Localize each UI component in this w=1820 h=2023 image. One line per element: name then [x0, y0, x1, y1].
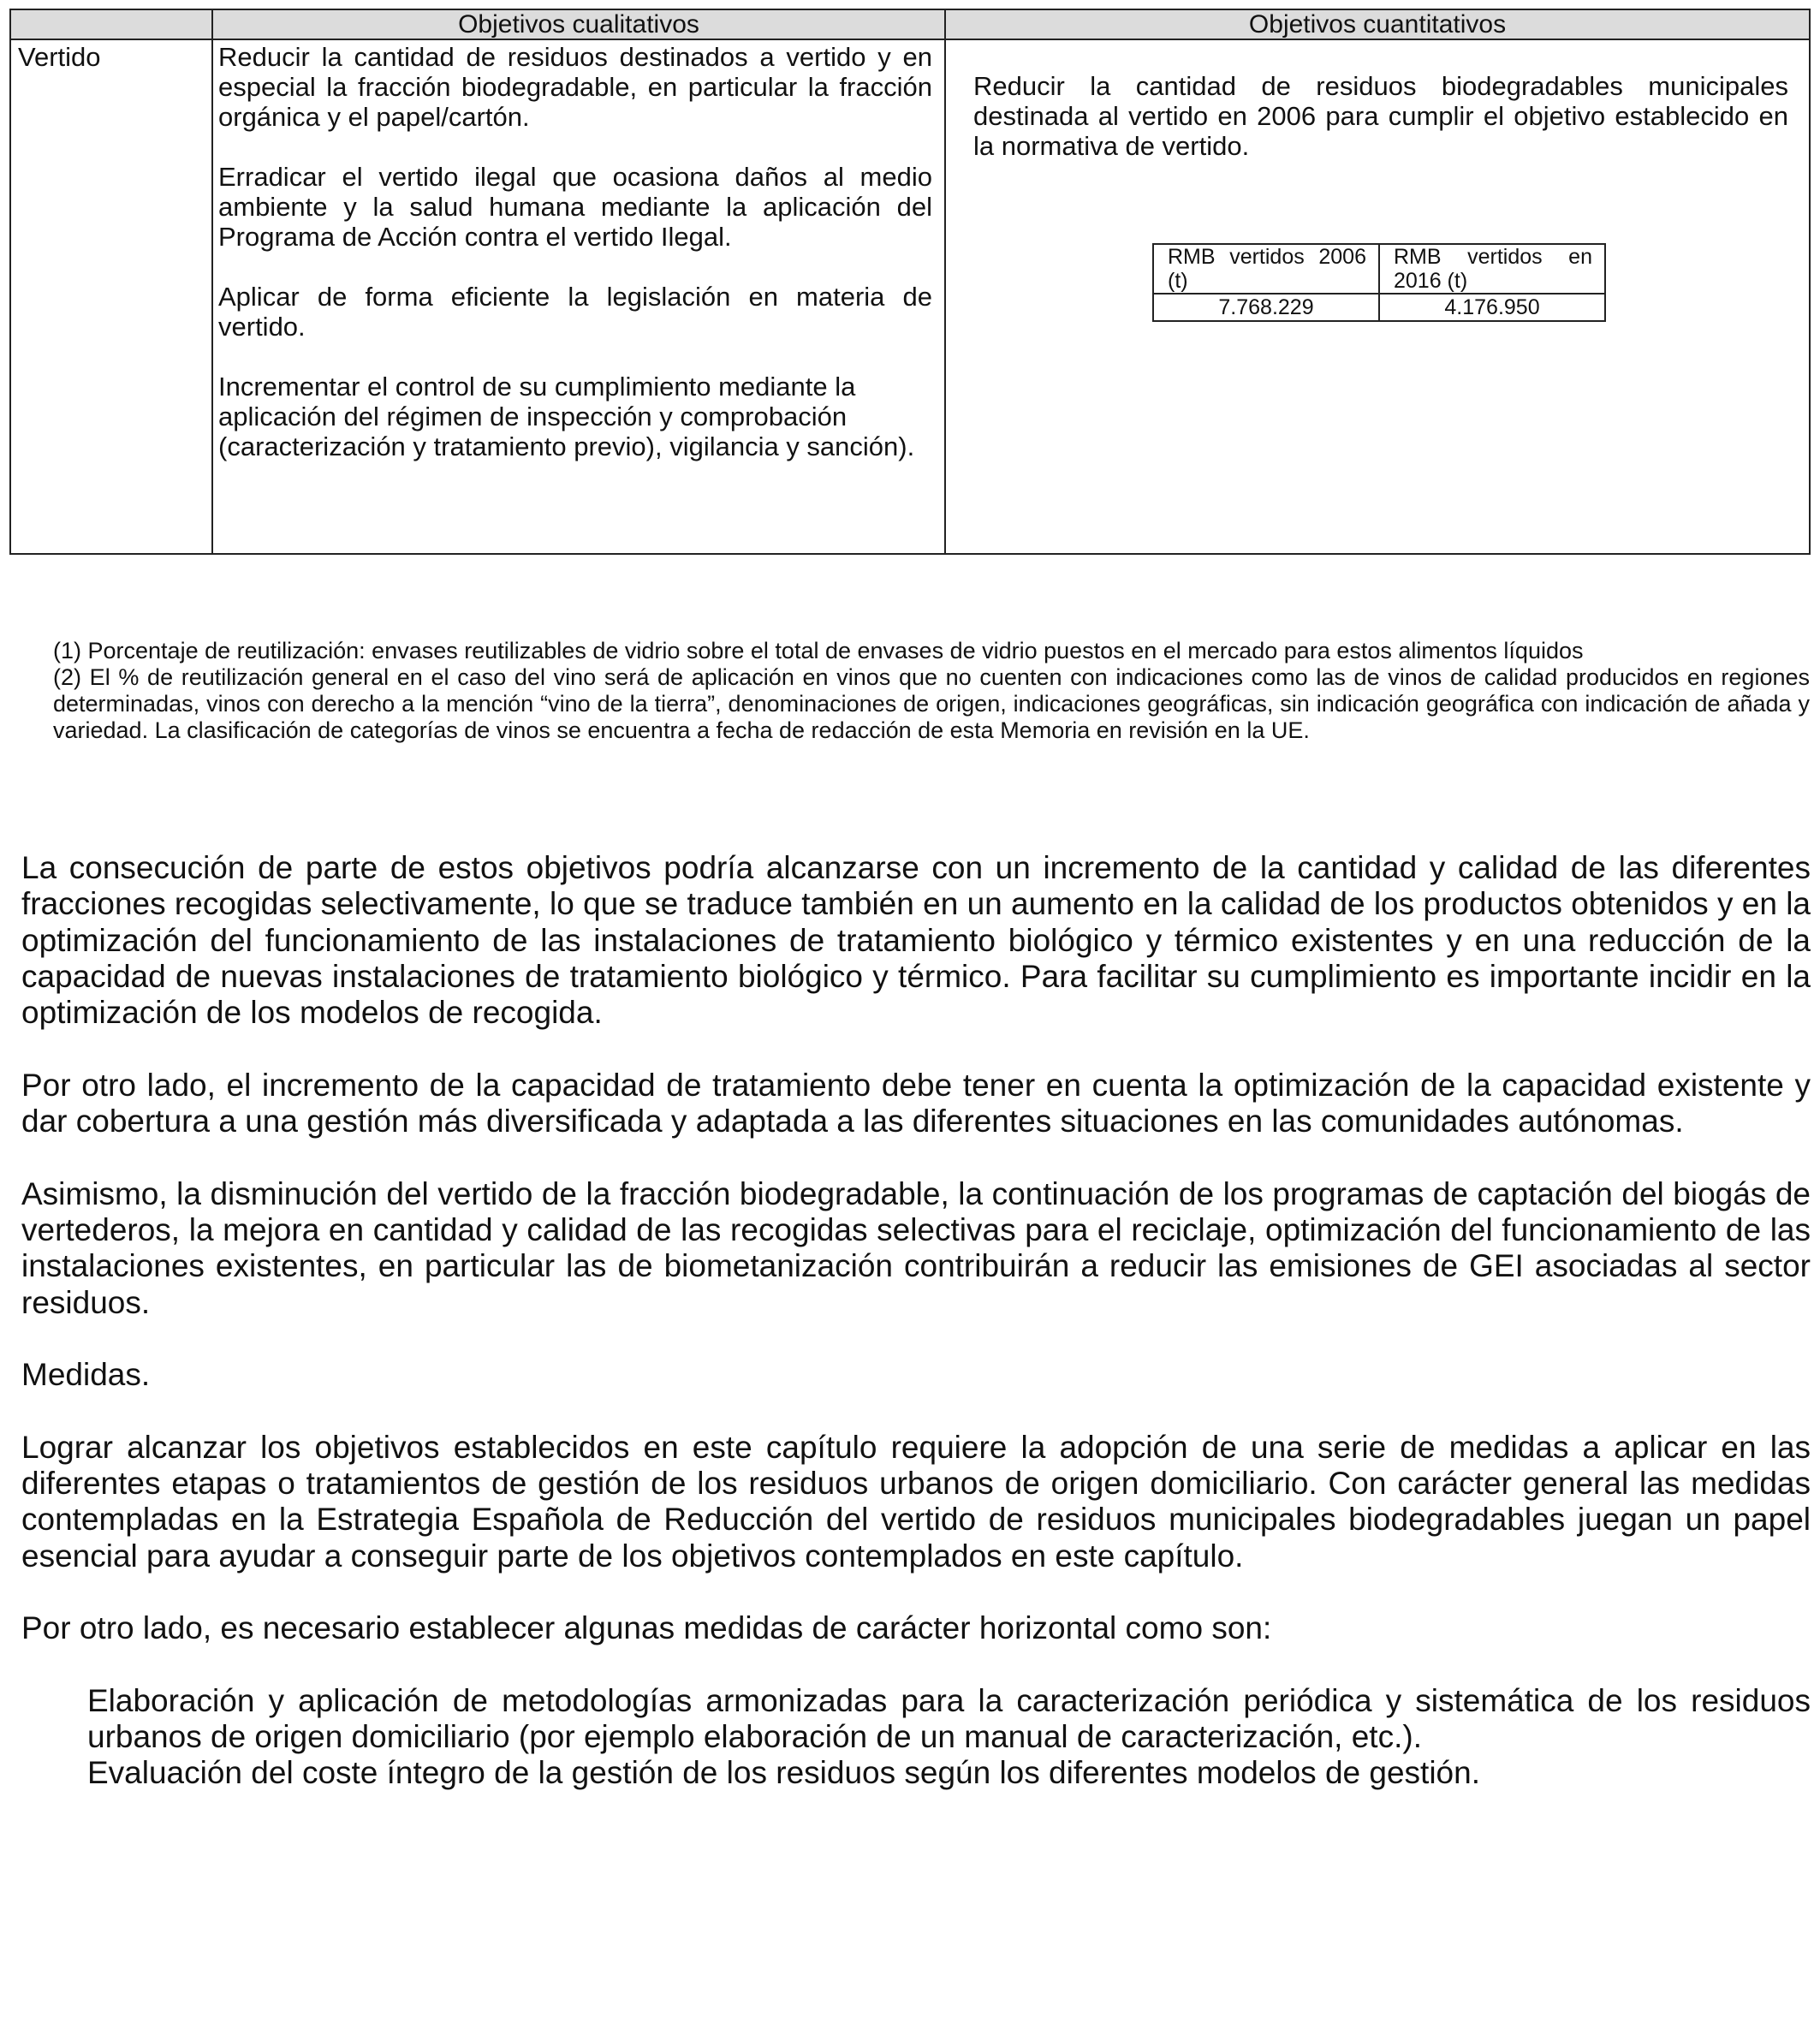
table-header-row — [10, 9, 1810, 39]
quantitative-objective: Reducir la cantidad de residuos biodegradables municipales destinada al vertido en 2006 para cumplir el objetivo establecido en la normativa de vertido. — [973, 71, 1788, 161]
body-paragraph: Asimismo, la disminución del vertido de la fracción biodegradable, la continuación de los programas de captación del biogás de vertederos, la mejora en cantidad y calidad de las recogidas selectivas para el reciclaje, optimización del funcionamiento de las instalaciones existentes, en particular las de biometanización contribuirán a reducir las emisiones de GEI asociadas al sector residuos. — [21, 1175, 1811, 1320]
header-qualitative: Objetivos cualitativos — [212, 9, 945, 39]
qualitative-objective: Reducir la cantidad de residuos destinados a vertido y en especial la fracción biodegradable, en particular la fracción orgánica y el papel/cartón. — [218, 42, 932, 132]
rmb-header-2016: RMB vertidos en 2016 (t) — [1379, 244, 1605, 294]
header-blank-cell — [10, 9, 212, 39]
objectives-table — [9, 9, 1811, 555]
qualitative-objective: Incrementar el control de su cumplimiento mediante la aplicación del régimen de inspección y comprobación (caracterización y tratamiento previo), vigilancia y sanción). — [218, 372, 915, 461]
table-row — [10, 39, 1810, 554]
body-paragraph: La consecución de parte de estos objetivos podría alcanzarse con un incremento de la cantidad y calidad de las diferentes fracciones recogidas selectivamente, lo que se traduce también en un aumento en la calidad de los productos obtenidos y en la optimización del funcionamiento de las instalaciones de tratamiento biológico y térmico existentes y en una reducción de la capacidad de nuevas instalaciones de tratamiento biológico y térmico. Para facilitar su cumplimiento es importante incidir en la optimización de los modelos de recogida. — [21, 850, 1811, 1031]
list-item: Elaboración y aplicación de metodologías armonizadas para la caracterización periódica y sistemática de los residuos urbanos de origen domiciliario (por ejemplo elaboración de un manual de caracterización, etc.). — [87, 1682, 1811, 1755]
body-paragraph: Por otro lado, es necesario establecer algunas medidas de carácter horizontal como son: — [21, 1610, 1272, 1646]
qualitative-cell — [212, 39, 945, 554]
rmb-value-2016: 4.176.950 — [1379, 294, 1605, 321]
footnote-2: (2) El % de reutilización general en el caso del vino será de aplicación en vinos que no cuenten con indicaciones como las de vinos de calidad producidos en regiones determinadas, vinos con derecho a la mención “vino de la tierra”, denominaciones de origen, indicaciones geográficas, sin indicación geográfica con indicación de añada y variedad. La clasificación de categorías de vinos se encuentra a fecha de redacción de esta Memoria en revisión en la UE. — [53, 664, 1810, 743]
row-label-vertido: Vertido — [10, 39, 212, 554]
body-paragraph: Lograr alcanzar los objetivos establecidos en este capítulo requiere la adopción de una serie de medidas a aplicar en las diferentes etapas o tratamientos de gestión de los residuos urbanos de origen domiciliario. Con carácter general las medidas contempladas en la Estrategia Española de Reducción del vertido de residuos municipales biodegradables juegan un papel esencial para ayudar a conseguir parte de los objetivos contemplados en este capítulo. — [21, 1429, 1811, 1574]
rmb-value-2006: 7.768.229 — [1153, 294, 1379, 321]
qualitative-objective: Erradicar el vertido ilegal que ocasiona daños al medio ambiente y la salud humana mediante la aplicación del Programa de Acción contra el vertido Ilegal. — [218, 162, 932, 252]
qualitative-objective: Aplicar de forma eficiente la legislación en materia de vertido. — [218, 282, 932, 342]
footnotes — [53, 638, 1810, 744]
header-quantitative: Objetivos cuantitativos — [945, 9, 1810, 39]
footnote-1: (1) Porcentaje de reutilización: envases reutilizables de vidrio sobre el total de envases de vidrio puestos en el mercado para estos alimentos líquidos — [53, 638, 1584, 663]
rmb-header-2006: RMB vertidos 2006 (t) — [1153, 244, 1379, 294]
quantitative-cell — [945, 39, 1810, 554]
section-heading-medidas: Medidas. — [21, 1357, 151, 1393]
rmb-value-row — [1153, 294, 1605, 321]
measures-list — [21, 1683, 1811, 1792]
rmb-header-row — [1153, 244, 1605, 294]
body-paragraph: Por otro lado, el incremento de la capacidad de tratamiento debe tener en cuenta la optimización de la capacidad existente y dar cobertura a una gestión más diversificada y adaptada a las diferentes situaciones en las comunidades autónomas. — [21, 1067, 1811, 1139]
rmb-table — [1152, 243, 1606, 322]
list-item: Evaluación del coste íntegro de la gestión de los residuos según los diferentes modelos de gestión. — [87, 1755, 1480, 1791]
body-text — [21, 850, 1811, 1792]
